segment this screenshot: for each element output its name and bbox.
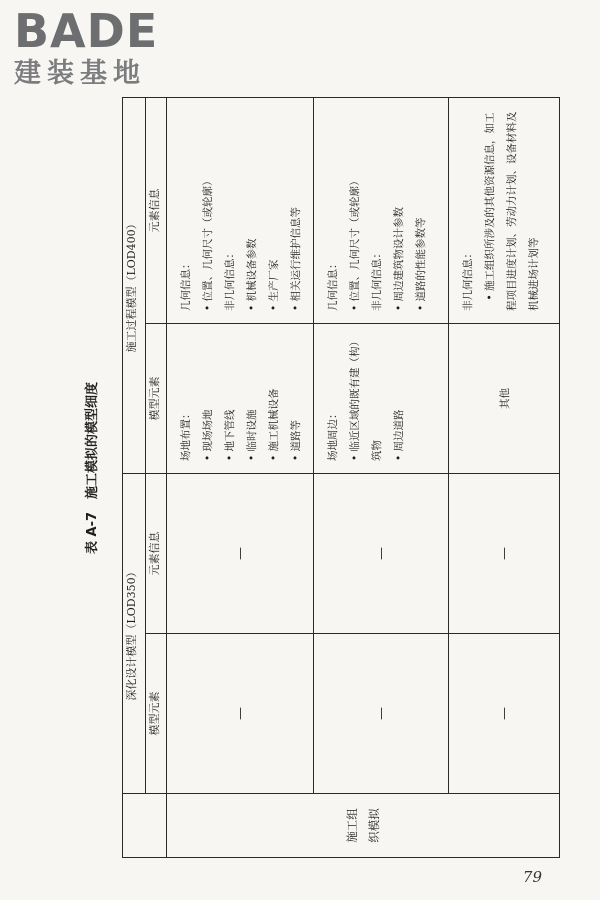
col-header-lod350-info: 元素信息 — [146, 473, 167, 633]
geom-heading: 几何信息： — [180, 258, 192, 311]
nongeom-heading: 非几何信息： — [371, 247, 383, 311]
lod350-element-cell: — — [167, 634, 314, 794]
nongeom-heading: 非几何信息： — [462, 247, 474, 311]
col-header-lod400-element: 模型元素 — [146, 323, 167, 473]
col-header-lod350-element: 模型元素 — [146, 634, 167, 794]
lod350-element-cell: — — [449, 634, 560, 794]
lod400-element-cell: 其他 — [449, 323, 560, 473]
list-item: • 周边道路 — [388, 334, 410, 461]
col-header-lod400-info: 元素信息 — [146, 97, 167, 323]
element-heading: 场地布置： — [180, 408, 192, 461]
group-header-lod400: 施工过程模型（LOD400） — [123, 97, 146, 473]
model-detail-table — [122, 97, 560, 858]
lod400-info-cell — [167, 97, 314, 323]
list-item: • 位置、几何尺寸（或轮廓） — [197, 108, 219, 311]
corner-cell — [123, 794, 167, 858]
list-item: • 临近区域的既有建（构）筑物 — [344, 334, 388, 461]
table-row — [449, 97, 560, 857]
lod400-info-cell — [314, 97, 449, 323]
lod400-element-cell — [314, 323, 449, 473]
table-caption: 表 A-7 施工模拟的模型细度 — [85, 381, 100, 555]
list-item: • 地下管线 — [219, 334, 241, 461]
list-item: • 施工机械设备 — [263, 334, 285, 461]
category-label: 施工组织模拟 — [345, 808, 381, 843]
list-item: • 临时设施 — [241, 334, 263, 461]
logo-main-text: BADE — [14, 4, 159, 58]
list-item: • 道路等 — [285, 334, 307, 461]
list-item: • 相关运行维护信息等 — [285, 108, 307, 311]
list-item: • 生产厂家 — [263, 108, 285, 311]
element-heading: 场地周边： — [327, 408, 339, 461]
list-item: • 道路的性能参数等 — [410, 108, 432, 311]
nongeom-heading: 非几何信息： — [224, 247, 236, 311]
geom-heading: 几何信息： — [327, 258, 339, 311]
lod350-element-cell: — — [314, 634, 449, 794]
table-row — [167, 97, 314, 857]
group-header-row — [123, 97, 146, 857]
lod350-info-cell: — — [167, 473, 314, 633]
group-header-lod350: 深化设计模型（LOD350） — [123, 473, 146, 793]
table-row — [314, 97, 449, 857]
column-header-row — [146, 97, 167, 857]
list-item: • 周边建筑物设计参数 — [388, 108, 410, 311]
list-item: • 机械设备参数 — [241, 108, 263, 311]
list-item: • 位置、几何尺寸（或轮廓） — [344, 108, 366, 311]
lod350-info-cell: — — [314, 473, 449, 633]
logo-sub-text: 建装基地 — [14, 58, 146, 89]
lod350-info-cell: — — [449, 473, 560, 633]
category-cell — [167, 794, 560, 858]
lod400-element-cell — [167, 323, 314, 473]
rotated-page — [76, 78, 556, 858]
info-paragraph: • 施工组织所涉及的其他资源信息，如工程项目进度计划、劳动力计划、设备材料及机械进场计划等 — [479, 108, 545, 311]
list-item: • 现场场地 — [197, 334, 219, 461]
lod400-info-cell — [449, 97, 560, 323]
page-number: 79 — [522, 868, 542, 886]
